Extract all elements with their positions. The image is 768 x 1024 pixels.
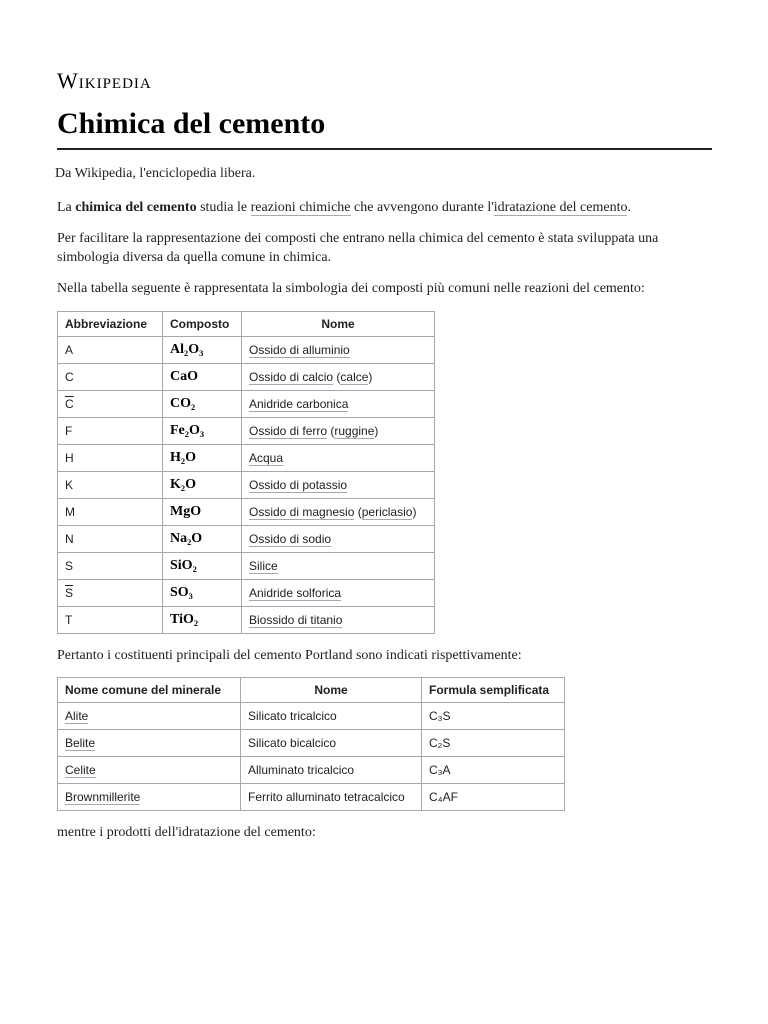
intro-text-end: . xyxy=(627,200,631,215)
table-row xyxy=(58,499,435,526)
cell-composto: Fe₂O₃ xyxy=(163,418,242,445)
paragraph-tabella: Nella tabella seguente è rappresentata la simbologia dei composti più comuni nelle reazioni del cemento: xyxy=(57,281,645,296)
table-minerali xyxy=(57,677,565,811)
cell-nome xyxy=(242,418,435,445)
wikipedia-wordmark[interactable]: Wikipedia xyxy=(57,68,152,93)
table-row xyxy=(58,418,435,445)
cell-formula: C₃A xyxy=(422,757,565,784)
link-mineral-name[interactable]: Belite xyxy=(65,736,96,750)
cell-nome: Ferrito alluminato tetracalcico xyxy=(241,784,422,811)
table-row xyxy=(58,337,435,364)
link-common-name[interactable]: ruggine xyxy=(334,424,375,438)
cell-abbreviazione: S xyxy=(58,553,163,580)
cell-formula: C₃S xyxy=(422,703,565,730)
cell-minerale xyxy=(58,703,241,730)
table-row xyxy=(58,757,565,784)
link-compound-name[interactable]: Ossido di magnesio xyxy=(249,505,355,519)
page-title: Chimica del cemento xyxy=(57,104,712,150)
intro-text-mid2: che avvengono durante l' xyxy=(350,200,494,215)
table-row xyxy=(58,553,435,580)
table-row xyxy=(58,730,565,757)
cell-abbreviazione: F xyxy=(58,418,163,445)
link-idratazione-del-cemento[interactable]: idratazione del cemento xyxy=(493,200,628,215)
link-reazioni-chimiche[interactable]: reazioni chimiche xyxy=(250,200,351,215)
cell-nome: Silicato tricalcico xyxy=(241,703,422,730)
header-nome-comune: Nome comune del minerale xyxy=(58,678,241,703)
cell-nome xyxy=(242,472,435,499)
table-header-row xyxy=(58,678,565,703)
link-compound-name[interactable]: Ossido di alluminio xyxy=(249,343,350,357)
intro-bold-term: chimica del cemento xyxy=(75,200,197,215)
cell-minerale xyxy=(58,784,241,811)
cell-composto: H₂O xyxy=(163,445,242,472)
paragraph-simbologia: Per facilitare la rappresentazione dei composti che entrano nella chimica del cemento è stata sviluppata una simbologia diversa da quella comune in chimica. xyxy=(57,231,659,265)
cell-abbreviazione: K xyxy=(58,472,163,499)
link-compound-name[interactable]: Ossido di ferro xyxy=(249,424,328,438)
link-mineral-name[interactable]: Brownmillerite xyxy=(65,790,141,804)
header-composto: Composto xyxy=(163,312,242,337)
link-compound-name[interactable]: Anidride carbonica xyxy=(249,397,349,411)
cell-nome xyxy=(242,607,435,634)
header-nome: Nome xyxy=(241,678,422,703)
table-row xyxy=(58,472,435,499)
intro-paragraph xyxy=(57,198,712,217)
cell-composto: MgO xyxy=(163,499,242,526)
table-row xyxy=(58,445,435,472)
paren-open: ( xyxy=(354,505,362,519)
table-row xyxy=(58,526,435,553)
paren-close: ) xyxy=(368,370,373,384)
table-simbologia xyxy=(57,311,435,634)
link-compound-name[interactable]: Ossido di sodio xyxy=(249,532,332,546)
cell-nome xyxy=(242,391,435,418)
cell-abbreviazione: M xyxy=(58,499,163,526)
cell-nome xyxy=(242,526,435,553)
table-row xyxy=(58,703,565,730)
cell-nome xyxy=(242,580,435,607)
table-row xyxy=(58,391,435,418)
table-row xyxy=(58,364,435,391)
cell-composto: Al₂O₃ xyxy=(163,337,242,364)
cell-composto: Na₂O xyxy=(163,526,242,553)
cell-nome xyxy=(242,553,435,580)
header-abbreviazione: Abbreviazione xyxy=(58,312,163,337)
cell-abbreviazione: T xyxy=(58,607,163,634)
cell-composto: SO₃ xyxy=(163,580,242,607)
intro-text-mid1: studia le xyxy=(196,200,251,215)
link-mineral-name[interactable]: Alite xyxy=(65,709,89,723)
cell-minerale xyxy=(58,730,241,757)
paren-open: ( xyxy=(327,424,335,438)
cell-minerale xyxy=(58,757,241,784)
link-compound-name[interactable]: Acqua xyxy=(249,451,284,465)
link-common-name[interactable]: periclasio xyxy=(361,505,413,519)
table-row xyxy=(58,607,435,634)
header-formula: Formula semplificata xyxy=(422,678,565,703)
intro-text-pre: La xyxy=(57,200,76,215)
paragraph-prodotti: mentre i prodotti dell'idratazione del cemento: xyxy=(57,825,316,840)
cell-formula: C₂S xyxy=(422,730,565,757)
link-compound-name[interactable]: Biossido di titanio xyxy=(249,613,343,627)
header-nome: Nome xyxy=(242,312,435,337)
link-compound-name[interactable]: Anidride solforica xyxy=(249,586,342,600)
tagline: Da Wikipedia, l'enciclopedia libera. xyxy=(55,166,256,181)
link-common-name[interactable]: calce xyxy=(340,370,369,384)
paren-close: ) xyxy=(412,505,417,519)
cell-composto: SiO₂ xyxy=(163,553,242,580)
cell-abbreviazione: $\overline{S}$ xyxy=(58,580,163,607)
cell-abbreviazione: $\overline{C}$ xyxy=(58,391,163,418)
table-header-row xyxy=(58,312,435,337)
cell-composto: CaO xyxy=(163,364,242,391)
cell-abbreviazione: C xyxy=(58,364,163,391)
table-row xyxy=(58,784,565,811)
paragraph-portland: Pertanto i costituenti principali del cemento Portland sono indicati rispettivamente: xyxy=(57,648,522,663)
cell-nome xyxy=(242,337,435,364)
cell-abbreviazione: A xyxy=(58,337,163,364)
table-row xyxy=(58,580,435,607)
cell-abbreviazione: N xyxy=(58,526,163,553)
paren-close: ) xyxy=(374,424,379,438)
cell-nome xyxy=(242,499,435,526)
paren-open: ( xyxy=(333,370,341,384)
cell-nome: Alluminato tricalcico xyxy=(241,757,422,784)
cell-nome: Silicato bicalcico xyxy=(241,730,422,757)
cell-abbreviazione: H xyxy=(58,445,163,472)
cell-composto: TiO₂ xyxy=(163,607,242,634)
link-mineral-name[interactable]: Celite xyxy=(65,763,96,777)
link-compound-name[interactable]: Ossido di potassio xyxy=(249,478,348,492)
link-compound-name[interactable]: Ossido di calcio xyxy=(249,370,334,384)
cell-composto: K₂O xyxy=(163,472,242,499)
cell-nome xyxy=(242,445,435,472)
cell-nome xyxy=(242,364,435,391)
cell-composto: CO₂ xyxy=(163,391,242,418)
link-compound-name[interactable]: Silice xyxy=(249,559,278,573)
cell-formula: C₄AF xyxy=(422,784,565,811)
